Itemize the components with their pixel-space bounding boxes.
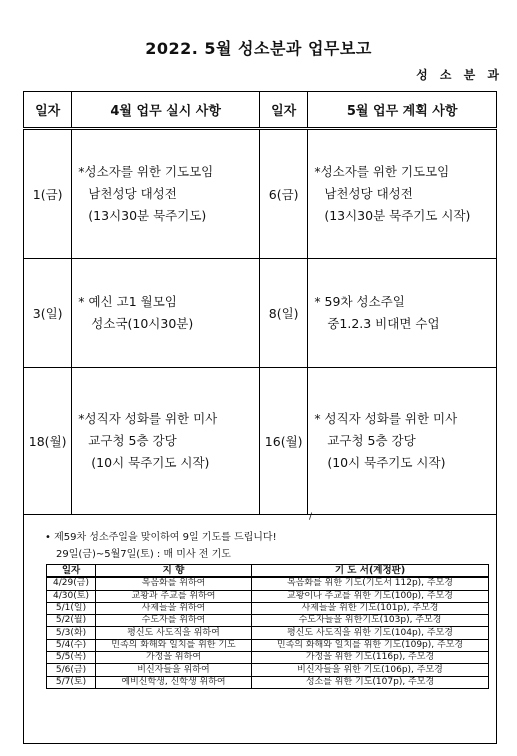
plan-line: *성소자를 위한 기도모임 — [314, 164, 450, 179]
schedule-prayer-cell: 복음화를 위한 기도(기도서 112p), 주모경 — [252, 577, 489, 590]
plan-line: (10시 묵주기도 시작) — [327, 455, 446, 470]
plan-line: * 59차 성소주일 — [314, 294, 405, 309]
department-label: 성 소 분 과 — [416, 68, 503, 82]
header-day-may: 일자 — [260, 92, 308, 129]
schedule-row — [47, 664, 489, 676]
schedule-row — [47, 577, 489, 590]
may-day-cell: 6(금) — [260, 129, 308, 259]
april-day-cell: 18(월) — [24, 368, 72, 515]
report-header-row — [24, 92, 497, 129]
schedule-header-prayerbook: 기 도 서(계정판) — [252, 565, 489, 578]
schedule-intention-cell: 복음화를 위하여 — [96, 577, 252, 590]
schedule-row — [47, 615, 489, 627]
schedule-intention-cell: 민족의 화해와 일치를 위한 기도 — [96, 639, 252, 651]
plan-line: 교구청 5층 강당 — [327, 433, 416, 448]
schedule-date-cell: 5/5(목) — [47, 652, 96, 664]
task-line: 성소국(10시30분) — [91, 316, 194, 331]
report-row — [24, 259, 497, 368]
plan-line: (13시30분 묵주기도 시작) — [324, 208, 471, 223]
schedule-date-cell: 4/30(토) — [47, 590, 96, 602]
schedule-prayer-cell: 가정을 위한 기도(116p), 주모경 — [252, 652, 489, 664]
report-row — [24, 129, 497, 259]
april-task-cell — [72, 129, 260, 259]
april-task-cell — [72, 368, 260, 515]
schedule-header-date: 일자 — [47, 565, 96, 578]
schedule-intention-cell: 수도자를 위하여 — [96, 615, 252, 627]
schedule-date-cell: 5/6(금) — [47, 664, 96, 676]
schedule-prayer-cell: 민족의 화해와 일치를 위한 기도(109p), 주모경 — [252, 639, 489, 651]
schedule-intention-cell: 교황과 주교를 위하여 — [96, 590, 252, 602]
report-table — [23, 91, 497, 515]
schedule-header-row — [47, 565, 489, 578]
schedule-date-cell: 5/4(수) — [47, 639, 96, 651]
task-line: 교구청 5층 강당 — [88, 433, 177, 448]
schedule-date-cell: 4/29(금) — [47, 577, 96, 590]
header-day-april: 일자 — [24, 92, 72, 129]
prayer-period: 29일(금)~5월7일(토) : 매 미사 전 기도 — [56, 549, 231, 560]
schedule-prayer-cell: 비신자들을 위한 기도(106p), 주모경 — [252, 664, 489, 676]
page-title: 2022. 5월 성소분과 업무보고 — [145, 39, 372, 58]
schedule-date-cell: 5/7(토) — [47, 676, 96, 688]
schedule-row — [47, 627, 489, 639]
novena-schedule-table — [46, 564, 489, 689]
schedule-prayer-cell: 수도자들을 위한기도(103p), 주모경 — [252, 615, 489, 627]
april-task-cell — [72, 259, 260, 368]
schedule-row — [47, 639, 489, 651]
schedule-intention-cell: 평신도 사도직을 위하여 — [96, 627, 252, 639]
header-april-tasks: 4월 업무 실시 사항 — [72, 92, 260, 129]
plan-line: 중1.2.3 비대면 수업 — [327, 316, 440, 331]
report-row — [24, 368, 497, 515]
may-day-cell: 16(월) — [260, 368, 308, 515]
plan-line: * 성직자 성화를 위한 미사 — [314, 411, 458, 426]
task-line: *성소자를 위한 기도모임 — [78, 164, 214, 179]
schedule-prayer-cell: 사제들을 위한 기도(101p), 주모경 — [252, 602, 489, 614]
april-day-cell: 3(일) — [24, 259, 72, 368]
schedule-intention-cell: 비신자들을 위하여 — [96, 664, 252, 676]
schedule-row — [47, 652, 489, 664]
may-day-cell: 8(일) — [260, 259, 308, 368]
schedule-body — [47, 577, 489, 688]
task-line: * 예신 고1 월모임 — [78, 294, 177, 309]
schedule-prayer-cell: 성소를 위한 기도(107p), 주모경 — [252, 676, 489, 688]
may-plan-cell — [308, 259, 497, 368]
schedule-prayer-cell: 평신도 사도직을 위한 기도(104p), 주모경 — [252, 627, 489, 639]
task-line: (10시 묵주기도 시작) — [91, 455, 210, 470]
may-plan-cell — [308, 368, 497, 515]
task-line: 남천성당 대성전 — [88, 186, 177, 201]
schedule-date-cell: 5/1(일) — [47, 602, 96, 614]
prayer-notice: • 제59차 성소주일을 맞이하여 9일 기도를 드립니다! — [45, 532, 277, 543]
may-plan-cell — [308, 129, 497, 259]
schedule-row — [47, 590, 489, 602]
schedule-intention-cell: 사제들을 위하여 — [96, 602, 252, 614]
schedule-date-cell: 5/2(월) — [47, 615, 96, 627]
header-may-plans: 5월 업무 계획 사항 — [308, 92, 497, 129]
schedule-row — [47, 676, 489, 688]
schedule-prayer-cell: 교황이나 주교를 위한 기도(100p), 주모경 — [252, 590, 489, 602]
schedule-intention-cell: 가정을 위하여 — [96, 652, 252, 664]
plan-line: 남천성당 대성전 — [324, 186, 413, 201]
april-day-cell: 1(금) — [24, 129, 72, 259]
task-line: *성직자 성화를 위한 미사 — [78, 411, 218, 426]
schedule-intention-cell: 예비신학생, 신학생 위하여 — [96, 676, 252, 688]
task-line: (13시30분 묵주기도) — [88, 208, 207, 223]
schedule-header-intention: 지 향 — [96, 565, 252, 578]
divider-tick: / — [309, 512, 313, 522]
schedule-row — [47, 602, 489, 614]
schedule-date-cell: 5/3(화) — [47, 627, 96, 639]
